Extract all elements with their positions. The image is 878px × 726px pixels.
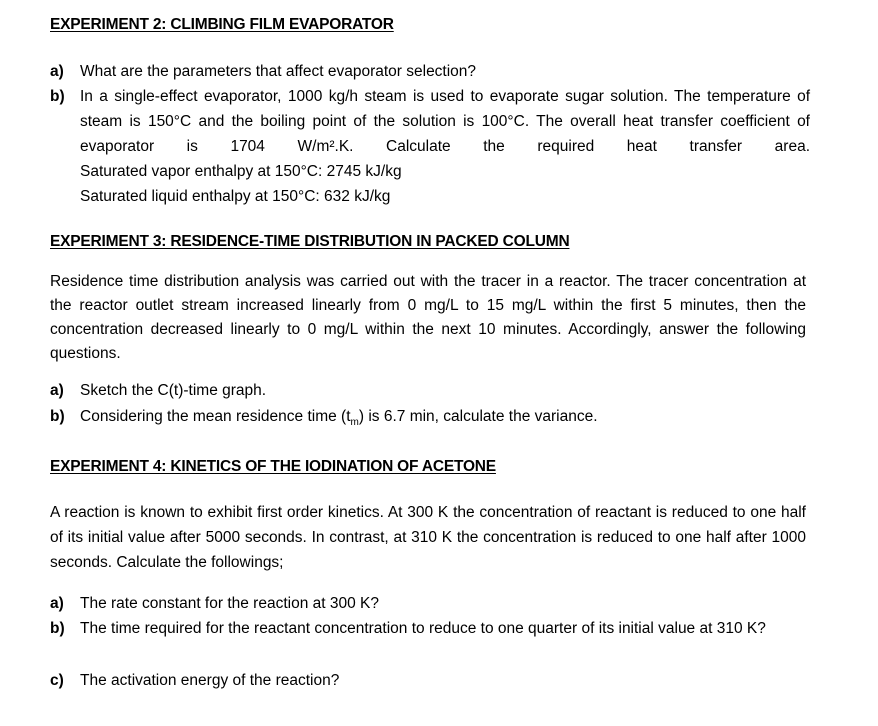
question-text: In a single-effect evaporator, 1000 kg/h steam is used to evaporate sugar solution. The temperature of steam is 150°C and the boiling point of the solution is 100°C. The overall heat transfer coefficient of evaporator is 1704 W/m².K. Calculate the required heat transfer area.: [80, 88, 810, 155]
question-text-before: Considering the mean residence time (t: [80, 408, 351, 425]
question-text: Sketch the C(t)-time graph.: [80, 382, 267, 399]
exp2-question-a: [50, 59, 810, 84]
question-marker: a): [50, 63, 64, 80]
exp4-question-b: [50, 616, 810, 641]
exp4-question-a: [50, 591, 810, 616]
vapor-enthalpy-line: Saturated vapor enthalpy at 150°C: 2745 kJ/kg: [80, 163, 402, 180]
question-text: The rate constant for the reaction at 300 K?: [80, 595, 379, 612]
question-text-after: ) is 6.7 min, calculate the variance.: [358, 408, 598, 425]
mean-time-subscript: m: [350, 417, 359, 429]
experiment-4-heading: EXPERIMENT 4: KINETICS OF THE IODINATION OF ACETONE: [50, 458, 496, 475]
liquid-enthalpy-line: Saturated liquid enthalpy at 150°C: 632 kJ/kg: [80, 188, 391, 205]
exp3-question-a: [50, 378, 810, 403]
exp3-paragraph: Residence time distribution analysis was carried out with the tracer in a reactor. The tracer concentration at the reactor outlet stream increased linearly from 0 mg/L to 15 mg/L within the first 5 minutes, then the concentration decreased linearly to 0 mg/L within the next 10 minutes. Accordingly, answer the following questions.: [50, 273, 806, 362]
exp4-question-c: [50, 668, 810, 693]
question-text: The time required for the reactant concentration to reduce to one quarter of its initial value at 310 K?: [80, 620, 766, 637]
question-text: What are the parameters that affect evaporator selection?: [80, 63, 477, 80]
exp2-question-b: [50, 84, 810, 209]
question-marker: b): [50, 620, 65, 637]
question-marker: c): [50, 672, 64, 689]
question-marker: b): [50, 408, 65, 425]
question-text: The activation energy of the reaction?: [80, 672, 340, 689]
experiment-2-heading: EXPERIMENT 2: CLIMBING FILM EVAPORATOR: [50, 16, 394, 33]
experiment-3-heading: EXPERIMENT 3: RESIDENCE-TIME DISTRIBUTION IN PACKED COLUMN: [50, 233, 570, 250]
question-marker: a): [50, 595, 64, 612]
question-marker: a): [50, 382, 64, 399]
question-text: [80, 404, 810, 435]
exp3-question-b: [50, 404, 810, 435]
exp4-paragraph: A reaction is known to exhibit first order kinetics. At 300 K the concentration of reactant is reduced to one half of its initial value after 5000 seconds. In contrast, at 310 K the concentration is reduced to one half after 1000 seconds. Calculate the followings;: [50, 504, 806, 571]
question-marker: b): [50, 88, 65, 105]
